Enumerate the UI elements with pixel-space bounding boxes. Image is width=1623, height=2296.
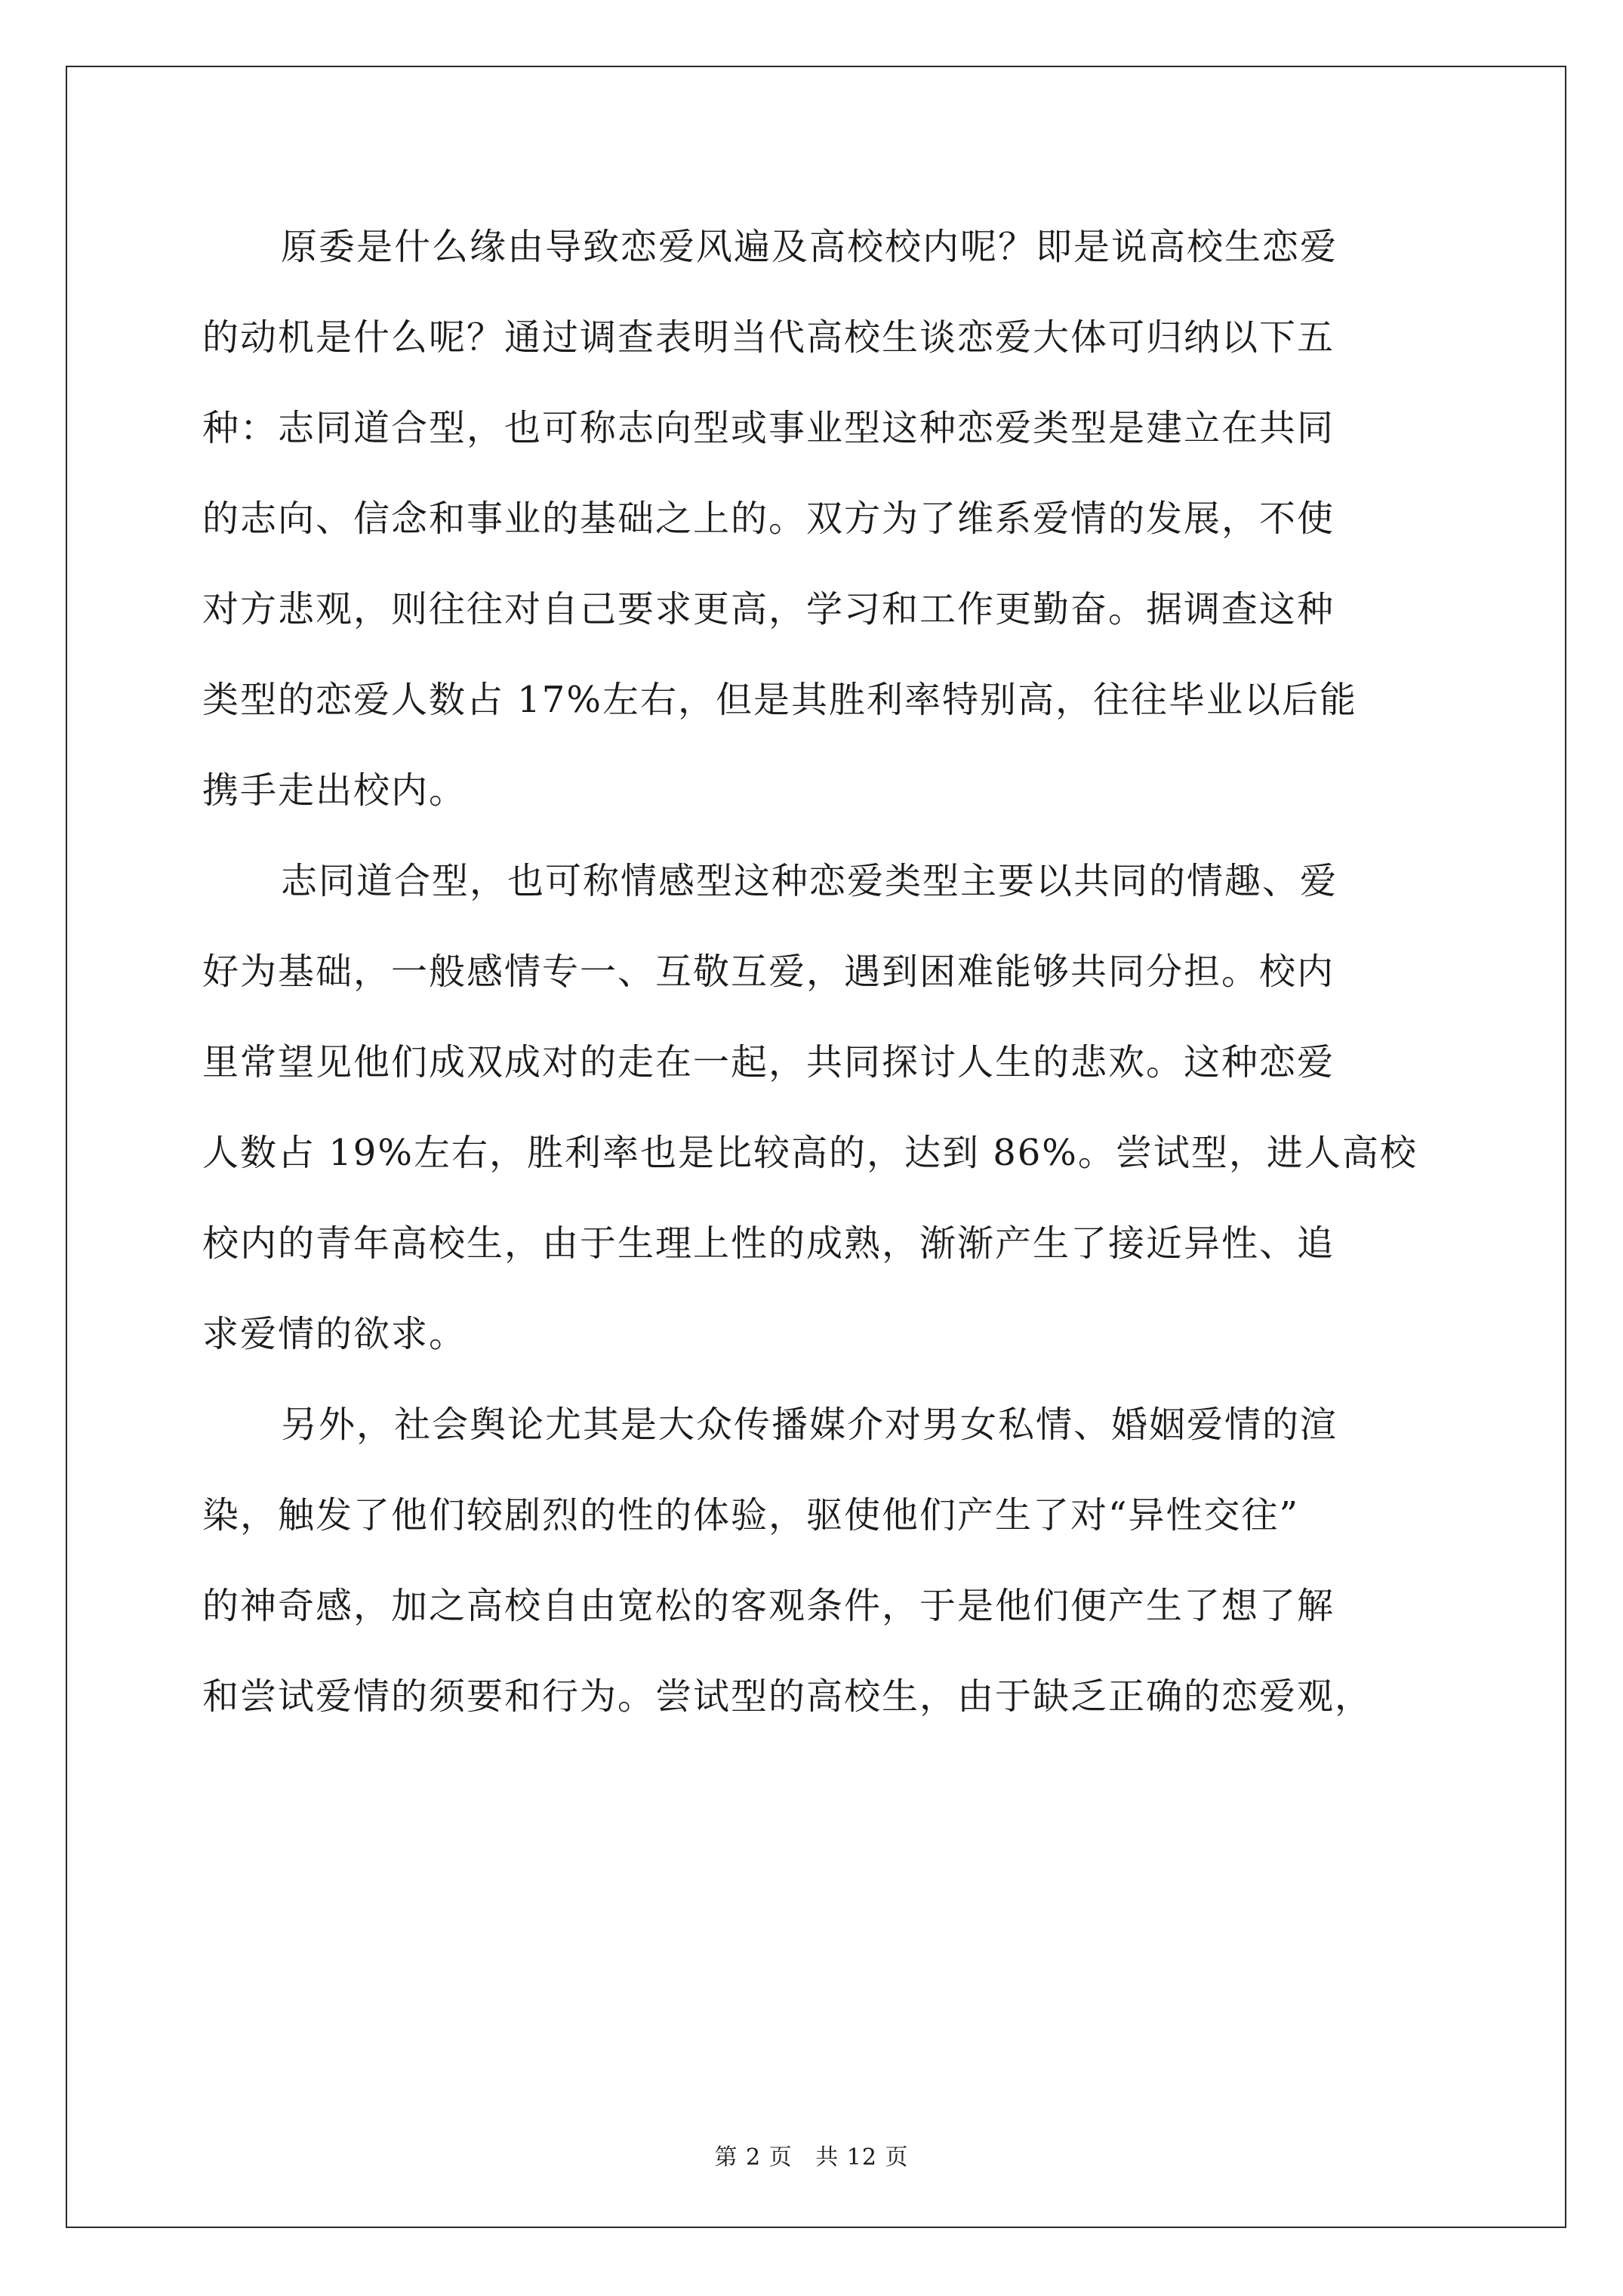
text-line: 类型的恋爱人数占 17%左右，但是其胜利率特别高，往往毕业以后能 [202, 679, 1357, 721]
text-line: 另外，社会舆论尤其是大众传播媒介对男女私情、婚姻爱情的渲 [281, 1404, 1338, 1446]
text-line: 里常望见他们成双成对的走在一起，共同探讨人生的悲欢。这种恋爱 [202, 1041, 1335, 1083]
text-line: 携手走出校内。 [202, 769, 467, 812]
text-line: 人数占 19%左右，胜利率也是比较高的，达到 86%。尝试型，进人高校 [202, 1132, 1418, 1174]
text-line: 染，触发了他们较剧烈的性的体验，驱使他们产生了对“异性交往” [202, 1494, 1300, 1536]
text-line: 好为基础，一般感情专一、互敬互爱，遇到困难能够共同分担。校内 [202, 951, 1335, 993]
text-line: 的动机是什么呢？通过调查表明当代高校生谈恋爱大体可归纳以下五 [202, 316, 1335, 359]
text-line: 和尝试爱情的须要和行为。尝试型的高校生，由于缺乏正确的恋爱观， [202, 1675, 1373, 1718]
page-footer [0, 2143, 1623, 2173]
page-number: 第 2 页 [714, 2144, 793, 2171]
text-line: 对方悲观，则往往对自己要求更高，学习和工作更勤奋。据调查这种 [202, 588, 1335, 630]
text-line: 种：志同道合型，也可称志向型或事业型这种恋爱类型是建立在共同 [202, 407, 1335, 449]
text-line: 的志向、信念和事业的基础之上的。双方为了维系爱情的发展，不使 [202, 498, 1335, 540]
text-line: 志同道合型，也可称情感型这种恋爱类型主要以共同的情趣、爱 [281, 860, 1338, 902]
page-total: 共 12 页 [815, 2144, 909, 2171]
text-line: 求爱情的欲求。 [202, 1313, 467, 1355]
text-line: 原委是什么缘由导致恋爱风遍及高校校内呢？即是说高校生恋爱 [281, 226, 1338, 268]
text-line: 的神奇感，加之高校自由宽松的客观条件，于是他们便产生了想了解 [202, 1585, 1335, 1627]
text-line: 校内的青年高校生，由于生理上性的成熟，渐渐产生了接近异性、追 [202, 1222, 1335, 1265]
